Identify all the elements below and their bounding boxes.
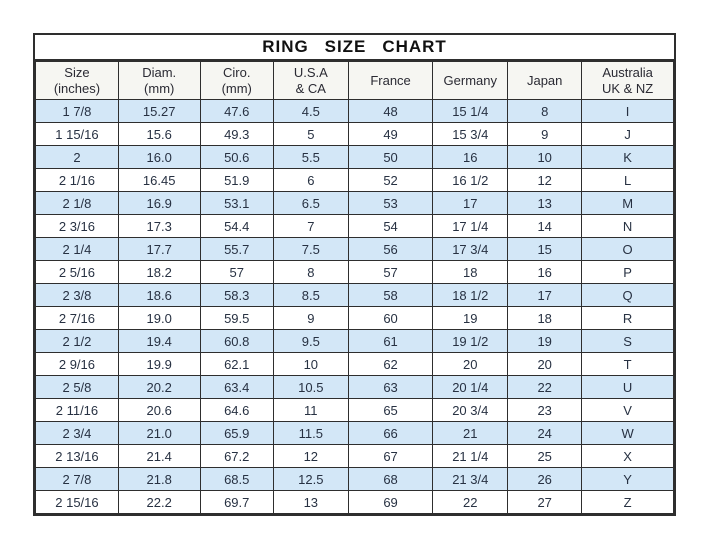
table-cell-usa_ca: 8.5 bbox=[273, 284, 348, 307]
table-cell-japan: 14 bbox=[508, 215, 582, 238]
table-cell-size_inches: 2 1/8 bbox=[36, 192, 119, 215]
table-cell-ciro_mm: 60.8 bbox=[200, 330, 273, 353]
table-cell-ciro_mm: 58.3 bbox=[200, 284, 273, 307]
table-cell-france: 56 bbox=[348, 238, 433, 261]
table-cell-germany: 19 bbox=[433, 307, 508, 330]
column-header-france bbox=[348, 62, 433, 100]
table-cell-size_inches: 2 13/16 bbox=[36, 445, 119, 468]
table-cell-diam_mm: 16.9 bbox=[118, 192, 200, 215]
table-cell-diam_mm: 19.9 bbox=[118, 353, 200, 376]
table-cell-ciro_mm: 68.5 bbox=[200, 468, 273, 491]
table-cell-usa_ca: 13 bbox=[273, 491, 348, 514]
table-cell-size_inches: 1 15/16 bbox=[36, 123, 119, 146]
table-cell-japan: 13 bbox=[508, 192, 582, 215]
column-header-germany bbox=[433, 62, 508, 100]
table-cell-diam_mm: 17.3 bbox=[118, 215, 200, 238]
column-sublabel: (mm) bbox=[144, 80, 175, 96]
table-cell-usa_ca: 7.5 bbox=[273, 238, 348, 261]
table-cell-ciro_mm: 54.4 bbox=[200, 215, 273, 238]
table-cell-france: 54 bbox=[348, 215, 433, 238]
table-cell-diam_mm: 20.2 bbox=[118, 376, 200, 399]
table-row bbox=[36, 330, 674, 353]
table-cell-france: 60 bbox=[348, 307, 433, 330]
table-cell-germany: 20 1/4 bbox=[433, 376, 508, 399]
table-cell-france: 66 bbox=[348, 422, 433, 445]
table-cell-japan: 17 bbox=[508, 284, 582, 307]
table-cell-germany: 18 bbox=[433, 261, 508, 284]
table-cell-germany: 22 bbox=[433, 491, 508, 514]
table-cell-france: 65 bbox=[348, 399, 433, 422]
table-cell-usa_ca: 5 bbox=[273, 123, 348, 146]
table-cell-diam_mm: 16.45 bbox=[118, 169, 200, 192]
table-cell-germany: 15 1/4 bbox=[433, 100, 508, 123]
table-cell-australia_uk_nz: O bbox=[582, 238, 674, 261]
table-row bbox=[36, 238, 674, 261]
table-cell-japan: 20 bbox=[508, 353, 582, 376]
table-cell-usa_ca: 11 bbox=[273, 399, 348, 422]
column-label: Size bbox=[64, 65, 90, 81]
table-cell-australia_uk_nz: Y bbox=[582, 468, 674, 491]
table-cell-germany: 21 bbox=[433, 422, 508, 445]
table-row bbox=[36, 192, 674, 215]
column-label: U.S.A bbox=[293, 65, 328, 81]
table-cell-australia_uk_nz: Z bbox=[582, 491, 674, 514]
table-row bbox=[36, 445, 674, 468]
ring-size-table bbox=[35, 61, 674, 514]
table-cell-usa_ca: 7 bbox=[273, 215, 348, 238]
table-cell-france: 67 bbox=[348, 445, 433, 468]
table-cell-france: 50 bbox=[348, 146, 433, 169]
table-cell-japan: 24 bbox=[508, 422, 582, 445]
table-cell-germany: 21 3/4 bbox=[433, 468, 508, 491]
table-cell-france: 62 bbox=[348, 353, 433, 376]
table-row bbox=[36, 376, 674, 399]
table-cell-diam_mm: 15.27 bbox=[118, 100, 200, 123]
table-cell-size_inches: 2 1/16 bbox=[36, 169, 119, 192]
column-header-diam_mm bbox=[118, 62, 200, 100]
column-label: Ciro. bbox=[223, 65, 251, 81]
chart-title: RING SIZE CHART bbox=[35, 35, 674, 61]
table-cell-japan: 23 bbox=[508, 399, 582, 422]
table-cell-usa_ca: 8 bbox=[273, 261, 348, 284]
table-cell-australia_uk_nz: L bbox=[582, 169, 674, 192]
column-label: Japan bbox=[526, 72, 563, 88]
table-cell-size_inches: 2 1/2 bbox=[36, 330, 119, 353]
table-cell-size_inches: 2 7/16 bbox=[36, 307, 119, 330]
column-sublabel: UK & NZ bbox=[601, 80, 654, 96]
table-cell-size_inches: 2 5/16 bbox=[36, 261, 119, 284]
table-cell-germany: 18 1/2 bbox=[433, 284, 508, 307]
table-cell-japan: 22 bbox=[508, 376, 582, 399]
table-cell-size_inches: 2 7/8 bbox=[36, 468, 119, 491]
table-cell-japan: 25 bbox=[508, 445, 582, 468]
table-cell-germany: 16 1/2 bbox=[433, 169, 508, 192]
table-cell-diam_mm: 21.8 bbox=[118, 468, 200, 491]
table-cell-usa_ca: 9.5 bbox=[273, 330, 348, 353]
table-cell-ciro_mm: 59.5 bbox=[200, 307, 273, 330]
table-cell-diam_mm: 16.0 bbox=[118, 146, 200, 169]
table-cell-usa_ca: 6 bbox=[273, 169, 348, 192]
column-header-ciro_mm bbox=[200, 62, 273, 100]
table-cell-usa_ca: 12.5 bbox=[273, 468, 348, 491]
table-cell-diam_mm: 15.6 bbox=[118, 123, 200, 146]
table-cell-usa_ca: 12 bbox=[273, 445, 348, 468]
table-cell-japan: 16 bbox=[508, 261, 582, 284]
table-cell-france: 69 bbox=[348, 491, 433, 514]
column-label: Germany bbox=[443, 72, 498, 88]
column-label: Australia bbox=[602, 65, 653, 81]
table-cell-diam_mm: 20.6 bbox=[118, 399, 200, 422]
column-header-size_inches bbox=[36, 62, 119, 100]
table-row bbox=[36, 261, 674, 284]
table-row bbox=[36, 491, 674, 514]
table-cell-australia_uk_nz: W bbox=[582, 422, 674, 445]
table-row bbox=[36, 123, 674, 146]
table-cell-germany: 17 bbox=[433, 192, 508, 215]
table-cell-france: 53 bbox=[348, 192, 433, 215]
table-cell-ciro_mm: 55.7 bbox=[200, 238, 273, 261]
table-cell-diam_mm: 21.0 bbox=[118, 422, 200, 445]
table-cell-ciro_mm: 65.9 bbox=[200, 422, 273, 445]
table-cell-australia_uk_nz: V bbox=[582, 399, 674, 422]
column-sublabel: (inches) bbox=[53, 80, 101, 96]
table-cell-ciro_mm: 67.2 bbox=[200, 445, 273, 468]
table-cell-germany: 21 1/4 bbox=[433, 445, 508, 468]
table-cell-australia_uk_nz: P bbox=[582, 261, 674, 284]
column-label: France bbox=[370, 72, 411, 88]
table-row bbox=[36, 284, 674, 307]
table-cell-australia_uk_nz: U bbox=[582, 376, 674, 399]
table-cell-ciro_mm: 49.3 bbox=[200, 123, 273, 146]
table-cell-france: 61 bbox=[348, 330, 433, 353]
table-cell-germany: 19 1/2 bbox=[433, 330, 508, 353]
table-cell-france: 52 bbox=[348, 169, 433, 192]
table-cell-usa_ca: 11.5 bbox=[273, 422, 348, 445]
column-header-australia_uk_nz bbox=[582, 62, 674, 100]
table-cell-germany: 20 bbox=[433, 353, 508, 376]
table-cell-japan: 18 bbox=[508, 307, 582, 330]
table-cell-france: 57 bbox=[348, 261, 433, 284]
table-cell-diam_mm: 17.7 bbox=[118, 238, 200, 261]
column-header-usa_ca bbox=[273, 62, 348, 100]
table-cell-japan: 26 bbox=[508, 468, 582, 491]
table-row bbox=[36, 307, 674, 330]
table-cell-australia_uk_nz: Q bbox=[582, 284, 674, 307]
table-cell-diam_mm: 21.4 bbox=[118, 445, 200, 468]
table-cell-usa_ca: 9 bbox=[273, 307, 348, 330]
table-cell-germany: 17 3/4 bbox=[433, 238, 508, 261]
table-cell-france: 68 bbox=[348, 468, 433, 491]
table-cell-usa_ca: 10 bbox=[273, 353, 348, 376]
table-cell-diam_mm: 18.2 bbox=[118, 261, 200, 284]
table-cell-ciro_mm: 64.6 bbox=[200, 399, 273, 422]
table-cell-australia_uk_nz: I bbox=[582, 100, 674, 123]
table-cell-australia_uk_nz: M bbox=[582, 192, 674, 215]
table-cell-diam_mm: 19.4 bbox=[118, 330, 200, 353]
table-cell-usa_ca: 10.5 bbox=[273, 376, 348, 399]
table-cell-size_inches: 1 7/8 bbox=[36, 100, 119, 123]
table-cell-size_inches: 2 15/16 bbox=[36, 491, 119, 514]
table-row bbox=[36, 399, 674, 422]
table-header bbox=[36, 62, 674, 100]
table-cell-japan: 9 bbox=[508, 123, 582, 146]
table-cell-france: 63 bbox=[348, 376, 433, 399]
table-cell-australia_uk_nz: N bbox=[582, 215, 674, 238]
table-cell-ciro_mm: 53.1 bbox=[200, 192, 273, 215]
table-cell-japan: 8 bbox=[508, 100, 582, 123]
table-row bbox=[36, 146, 674, 169]
table-cell-australia_uk_nz: T bbox=[582, 353, 674, 376]
table-cell-australia_uk_nz: R bbox=[582, 307, 674, 330]
table-cell-japan: 19 bbox=[508, 330, 582, 353]
table-cell-size_inches: 2 3/16 bbox=[36, 215, 119, 238]
table-cell-australia_uk_nz: J bbox=[582, 123, 674, 146]
table-row bbox=[36, 422, 674, 445]
table-cell-japan: 10 bbox=[508, 146, 582, 169]
table-cell-germany: 20 3/4 bbox=[433, 399, 508, 422]
table-cell-size_inches: 2 bbox=[36, 146, 119, 169]
ring-size-chart bbox=[33, 33, 676, 516]
table-cell-france: 48 bbox=[348, 100, 433, 123]
table-row bbox=[36, 100, 674, 123]
table-cell-ciro_mm: 51.9 bbox=[200, 169, 273, 192]
table-cell-germany: 17 1/4 bbox=[433, 215, 508, 238]
table-cell-germany: 15 3/4 bbox=[433, 123, 508, 146]
table-cell-germany: 16 bbox=[433, 146, 508, 169]
column-label: Diam. bbox=[142, 65, 177, 81]
table-cell-australia_uk_nz: K bbox=[582, 146, 674, 169]
table-cell-australia_uk_nz: S bbox=[582, 330, 674, 353]
table-cell-size_inches: 2 9/16 bbox=[36, 353, 119, 376]
table-row bbox=[36, 215, 674, 238]
table-cell-japan: 12 bbox=[508, 169, 582, 192]
table-cell-usa_ca: 5.5 bbox=[273, 146, 348, 169]
table-cell-ciro_mm: 62.1 bbox=[200, 353, 273, 376]
table-row bbox=[36, 468, 674, 491]
table-cell-usa_ca: 4.5 bbox=[273, 100, 348, 123]
table-cell-france: 49 bbox=[348, 123, 433, 146]
table-row bbox=[36, 353, 674, 376]
table-cell-diam_mm: 22.2 bbox=[118, 491, 200, 514]
column-sublabel: & CA bbox=[295, 80, 326, 96]
column-sublabel: (mm) bbox=[221, 80, 252, 96]
table-cell-france: 58 bbox=[348, 284, 433, 307]
table-cell-ciro_mm: 69.7 bbox=[200, 491, 273, 514]
table-cell-diam_mm: 18.6 bbox=[118, 284, 200, 307]
table-cell-ciro_mm: 50.6 bbox=[200, 146, 273, 169]
table-cell-japan: 27 bbox=[508, 491, 582, 514]
table-cell-size_inches: 2 3/4 bbox=[36, 422, 119, 445]
table-body bbox=[36, 100, 674, 514]
table-cell-diam_mm: 19.0 bbox=[118, 307, 200, 330]
table-cell-australia_uk_nz: X bbox=[582, 445, 674, 468]
table-cell-size_inches: 2 11/16 bbox=[36, 399, 119, 422]
table-cell-ciro_mm: 57 bbox=[200, 261, 273, 284]
column-header-japan bbox=[508, 62, 582, 100]
table-cell-usa_ca: 6.5 bbox=[273, 192, 348, 215]
header-row bbox=[36, 62, 674, 100]
table-cell-size_inches: 2 5/8 bbox=[36, 376, 119, 399]
table-cell-ciro_mm: 47.6 bbox=[200, 100, 273, 123]
table-cell-japan: 15 bbox=[508, 238, 582, 261]
table-cell-size_inches: 2 1/4 bbox=[36, 238, 119, 261]
table-row bbox=[36, 169, 674, 192]
table-cell-ciro_mm: 63.4 bbox=[200, 376, 273, 399]
table-cell-size_inches: 2 3/8 bbox=[36, 284, 119, 307]
